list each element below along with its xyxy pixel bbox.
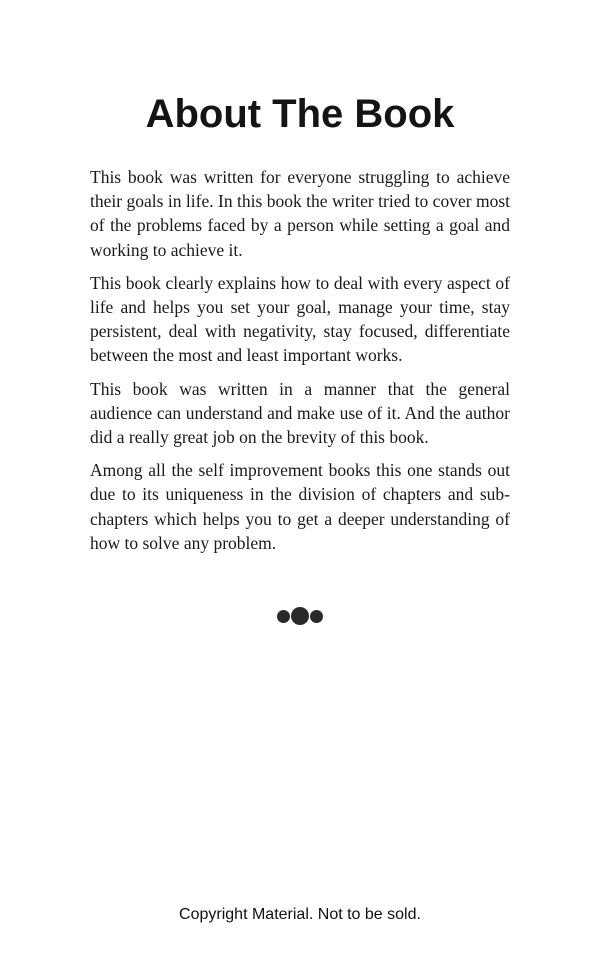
copyright-footer: Copyright Material. Not to be sold. bbox=[179, 906, 421, 923]
three-dots-ornament-icon bbox=[0, 606, 600, 626]
paragraph-1: This book was written for everyone struggling to achieve their goals in life. In this book the writer tried to cover most of the problems faced by a person while setting a goal and working to achieve it. bbox=[90, 167, 510, 260]
paragraph-2: This book clearly explains how to deal with every aspect of life and helps you set your goal, manage your time, stay persistent, deal with negativity, stay focused, differentiate between the most and least important works. bbox=[90, 272, 510, 366]
paragraph-4: Among all the self improvement books this one stands out due to its uniqueness in the division of chapters and sub-chapters which helps you to get a deeper understanding of how to solve any problem. bbox=[90, 460, 510, 553]
ornament-dot-right bbox=[310, 610, 323, 623]
page-title: About The Book bbox=[145, 92, 455, 136]
ornament-dot-center bbox=[291, 607, 309, 625]
ornament-dot-left bbox=[277, 610, 290, 623]
body-text bbox=[90, 165, 510, 564]
paragraph-3: This book was written in a manner that the general audience can understand and make use of it. And the author did a really great job on the brevity of this book. bbox=[90, 378, 510, 448]
